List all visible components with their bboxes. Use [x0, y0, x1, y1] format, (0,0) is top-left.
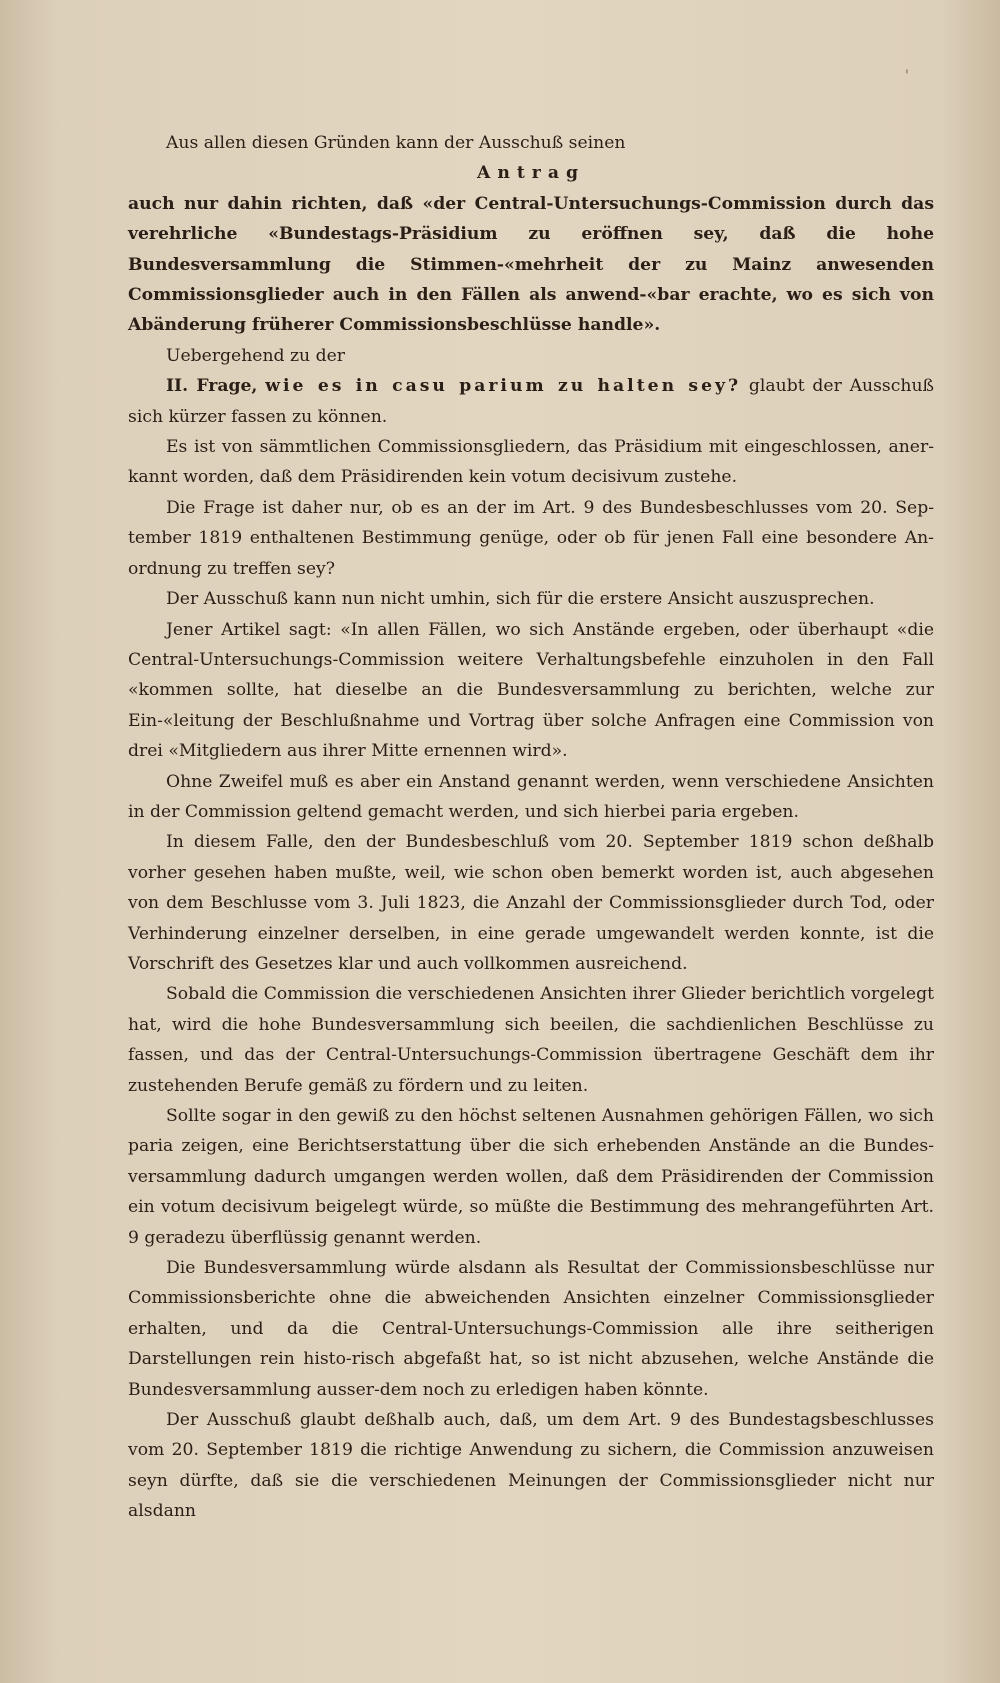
paragraph-7: Der Ausschuß kann nun nicht umhin, sich für die erstere Ansicht auszusprechen. — [166, 589, 875, 610]
question-text: wie es in casu parium zu halten sey? — [265, 376, 742, 397]
paragraph-11: Sobald die Commission die verschiedenen Ansichten ihrer Glieder berichtlich vorgelegt hat, wird die hohe Bundesversammlung sich beeilen, die sachdienlichen Beschlüsse zu fassen, und das der Central-Untersuchungs-Commission übertragene Geschäft dem ihr zustehenden Berufe gemäß zu fördern und zu leiten. — [128, 984, 934, 1096]
paragraph-12: Sollte sogar in den gewiß zu den höchst seltenen Ausnahmen gehörigen Fällen, wo sich paria zeigen, eine Berichtserstattung über die sich erhebenden Anstände an die Bundes-versammlung dadurch umgangen werden wollen, daß dem Präsidirenden der Commission ein votum decisivum beigelegt würde, so müßte die Bestimmung des mehrangeführten Art. 9 geradezu überflüssig genannt werden. — [128, 1106, 934, 1248]
question-label: II. Frage, — [166, 376, 258, 397]
paragraph-14: Der Ausschuß glaubt deßhalb auch, daß, um dem Art. 9 des Bundestagsbeschlusses vom 20. September 1819 die richtige Anwendung zu sichern, die Commission anzuweisen seyn dürfte, daß sie die verschiedenen Meinungen der Commissionsglieder nicht nur alsdann — [128, 1410, 934, 1522]
paragraph-2: auch nur dahin richten, daß «der Central-Untersuchungs-Commission durch das verehrliche «Bundestags-Präsidium zu eröffnen sey, daß die hohe Bundesversammlung die Stimmen-«mehrheit der zu Mainz anwesenden Commissionsglieder auch in den Fällen als anwend-«bar erachte, wo es sich von Abänderung früherer Commissionsbeschlüsse handle». — [128, 193, 934, 336]
paragraph-6: Die Frage ist daher nur, ob es an der im Art. 9 des Bundesbeschlusses vom 20. Sep-tember 1819 enthaltenen Bestimmung genüge, oder ob für jenen Fall eine besondere An-ordnung zu treffen sey? — [128, 497, 934, 579]
page-mark: ' — [905, 68, 909, 84]
paragraph-10: In diesem Falle, den der Bundesbeschluß vom 20. September 1819 schon deßhalb vorher gesehen haben mußte, weil, wie schon oben bemerkt worden ist, auch abgesehen von dem Beschlusse vom 3. Juli 1823, die Anzahl der Commissionsglieder durch Tod, oder Verhinderung einzelner derselben, in eine gerade umgewandelt werden konnte, ist die Vorschrift des Gesetzes klar und auch vollkommen ausreichend. — [128, 832, 934, 974]
heading-antrag: Antrag — [477, 163, 585, 184]
paragraph-1: Aus allen diesen Gründen kann der Ausschuß seinen — [166, 133, 626, 153]
paragraph-3: Uebergehend zu der — [166, 345, 345, 366]
question-rest: glaubt der Ausschuß sich kürzer fassen zu können. — [128, 376, 934, 427]
paragraph-4 — [128, 371, 934, 432]
document-body — [128, 128, 934, 1527]
paragraph-13: Die Bundesversammlung würde alsdann als Resultat der Commissionsbeschlüsse nur Commissionsberichte ohne die abweichenden Ansichten einzelner Commissionsglieder erhalten, und da die Central-Untersuchungs-Commission alle ihre seitherigen Darstellungen rein histo-risch abgefaßt hat, so ist nicht abzusehen, welche Anstände die Bundesversammlung ausser-dem noch zu erledigen haben könnte. — [128, 1258, 934, 1400]
paragraph-8: Jener Artikel sagt: «In allen Fällen, wo sich Anstände ergeben, oder überhaupt «die Central-Untersuchungs-Commission weitere Verhaltungsbefehle einzuholen in den Fall «kommen sollte, hat dieselbe an die Bundesversammlung zu berichten, welche zur Ein-«leitung der Beschlußnahme und Vortrag über solche Anfragen eine Commission von drei «Mitgliedern aus ihrer Mitte ernennen wird». — [128, 619, 934, 762]
paragraph-5: Es ist von sämmtlichen Commissionsgliedern, das Präsidium mit eingeschlossen, aner-kannt worden, daß dem Präsidirenden kein votum decisivum zustehe. — [128, 437, 934, 488]
paragraph-9: Ohne Zweifel muß es aber ein Anstand genannt werden, wenn verschiedene Ansichten in der Commission geltend gemacht werden, und sich hierbei paria ergeben. — [128, 771, 934, 822]
